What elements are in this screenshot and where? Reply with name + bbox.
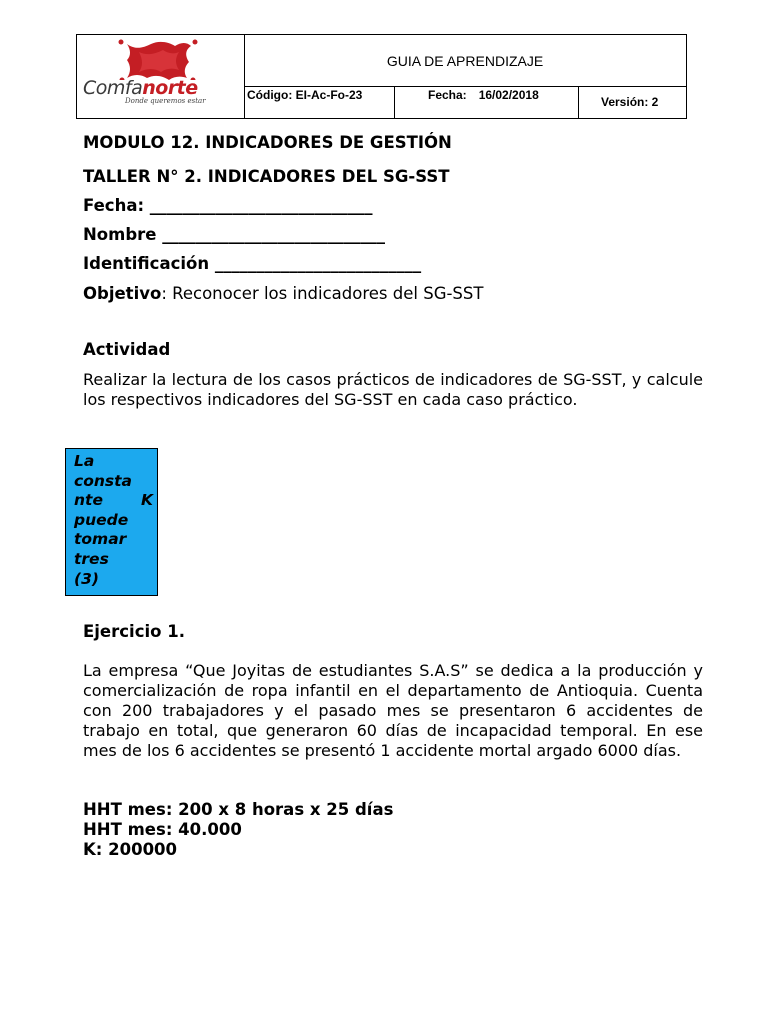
objective-label: Objetivo xyxy=(83,284,162,303)
logo-cell xyxy=(77,35,245,118)
constant-k-callout xyxy=(65,448,158,596)
objective-text: : Reconocer los indicadores del SG-SST xyxy=(161,284,484,303)
date-label: Fecha: xyxy=(428,88,467,102)
callout-line: tomar xyxy=(74,530,127,549)
document-version: Versión: 2 xyxy=(601,95,659,109)
callout-line: consta xyxy=(74,471,132,490)
k-value: K: 200000 xyxy=(83,840,178,859)
document-header-table xyxy=(76,34,687,119)
callout-line: La xyxy=(74,452,95,470)
module-title: MODULO 12. INDICADORES DE GESTIÓN xyxy=(83,133,452,152)
activity-text: Realizar la lectura de los casos prácticos de indicadores de SG-SST, y calcule los respectivos indicadores del SG-SST en cada caso práctico. xyxy=(83,370,703,409)
callout-line: nte K xyxy=(74,491,153,510)
hht-value: HHT mes: 40.000 xyxy=(83,820,242,839)
exercise1-heading: Ejercicio 1. xyxy=(83,622,185,641)
comfanorte-logo-icon xyxy=(81,38,239,80)
objective-line xyxy=(83,284,483,303)
document-date xyxy=(395,86,579,118)
brand-slogan: Donde queremos estar xyxy=(125,97,206,105)
workshop-title: TALLER N° 2. INDICADORES DEL SG-SST xyxy=(83,167,450,186)
callout-line: (3) xyxy=(74,569,99,588)
document-title: GUIA DE APRENDIZAJE xyxy=(244,35,686,87)
fecha-field: Fecha: ___________________________ xyxy=(83,196,373,215)
nombre-field: Nombre ___________________________ xyxy=(83,225,385,244)
callout-line: tres xyxy=(74,549,109,568)
brand-name: Comfanorte xyxy=(83,77,198,99)
document-code: Código: EI-Ac-Fo-23 xyxy=(244,86,395,118)
identificacion-field: Identificación _________________________ xyxy=(83,254,422,273)
activity-heading: Actividad xyxy=(83,340,171,359)
date-value: 16/02/2018 xyxy=(478,88,539,102)
callout-line: puede xyxy=(74,510,129,529)
exercise1-text: La empresa “Que Joyitas de estudiantes S.A.S” se dedica a la producción y comercialización de ropa infantil en el departamento de Antioquia. Cuenta con 200 trabajadores y el pasado mes se presentaron 6 accidentes de trabajo en total, que generaron 60 días de incapacidad temporal. En ese mes de los 6 accidentes se presentó 1 accidente mortal argado 6000 días. xyxy=(83,661,703,760)
hht-formula: HHT mes: 200 x 8 horas x 25 días xyxy=(83,800,394,819)
